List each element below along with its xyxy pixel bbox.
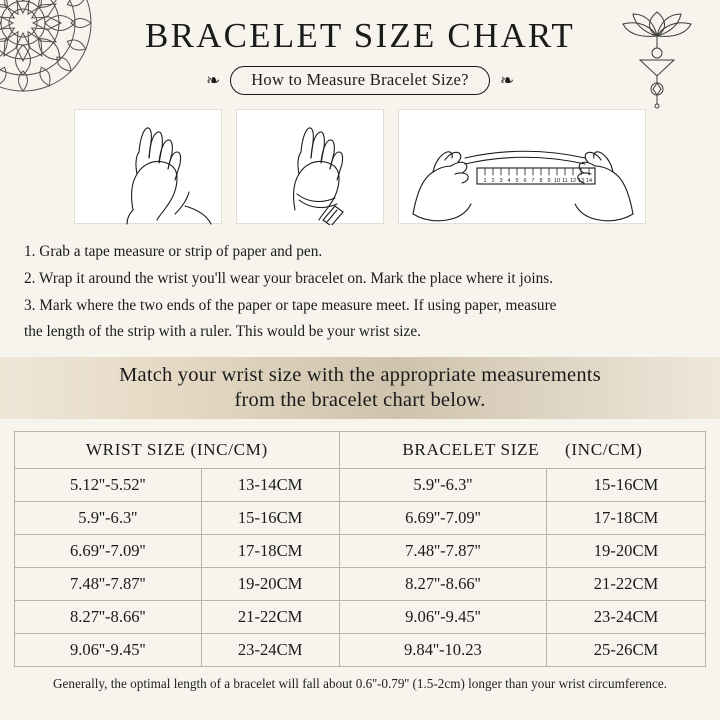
cell-bracelet-cm: 25-26CM [547, 634, 706, 667]
header-bracelet-unit: (INC/CM) [565, 440, 643, 460]
header-bracelet-label: BRACELET SIZE [402, 440, 540, 460]
svg-text:3: 3 [499, 178, 503, 184]
cell-wrist-inch: 6.69''-7.09'' [15, 535, 202, 568]
svg-text:4: 4 [507, 178, 511, 184]
svg-text:12: 12 [569, 178, 577, 184]
footnote-text: Generally, the optimal length of a bracelet will fall about 0.6''-0.79'' (1.5-2cm) longer than your wrist circumference. [53, 676, 667, 692]
svg-text:6: 6 [523, 178, 527, 184]
cell-wrist-cm: 21-22CM [201, 601, 339, 634]
cell-bracelet-cm: 17-18CM [547, 502, 706, 535]
table-header-row [15, 432, 706, 469]
step-1: 1. Grab a tape measure or strip of paper and pen. [24, 243, 323, 260]
cell-wrist-cm: 13-14CM [201, 469, 339, 502]
cell-wrist-cm: 23-24CM [201, 634, 339, 667]
step-3: 3. Mark where the two ends of the paper or tape measure meet. If using paper, measure [24, 296, 557, 314]
cell-wrist-inch: 8.27''-8.66'' [15, 601, 202, 634]
table-row [15, 568, 706, 601]
step-2: 2. Wrap it around the wrist you'll wear your bracelet on. Mark the place where it joins. [24, 269, 554, 287]
cell-bracelet-inch: 9.84''-10.23 [339, 634, 546, 667]
cell-wrist-inch: 5.9''-6.3'' [15, 502, 202, 535]
table-row [15, 601, 706, 634]
cell-bracelet-inch: 5.9''-6.3'' [339, 469, 546, 502]
subtitle-row [0, 66, 720, 95]
svg-text:5: 5 [515, 178, 519, 184]
table-row [15, 634, 706, 667]
header-wrist-size [15, 432, 340, 469]
svg-text:8: 8 [539, 178, 543, 184]
banner-line-2: from the bracelet chart below. [234, 389, 486, 412]
illustration-hands-measuring-with-ruler [398, 109, 646, 224]
illustration-row [0, 109, 720, 224]
cell-wrist-cm: 19-20CM [201, 568, 339, 601]
cell-bracelet-cm: 23-24CM [547, 601, 706, 634]
svg-text:11: 11 [562, 178, 568, 184]
svg-text:1: 1 [483, 178, 487, 184]
svg-text:10: 10 [553, 178, 561, 184]
table-row [15, 502, 706, 535]
subtitle-pill: How to Measure Bracelet Size? [230, 66, 490, 95]
measuring-steps [24, 240, 696, 345]
banner-line-1: Match your wrist size with the appropriate measurements [119, 364, 601, 387]
svg-text:13: 13 [577, 178, 585, 184]
svg-text:7: 7 [531, 178, 535, 184]
svg-text:9: 9 [547, 178, 551, 184]
cell-bracelet-inch: 6.69''-7.09'' [339, 502, 546, 535]
page-title: BRACELET SIZE CHART [145, 16, 575, 55]
illustration-hand-wrapping-wrist [236, 109, 384, 224]
cell-bracelet-inch: 8.27''-8.66'' [339, 568, 546, 601]
cell-wrist-inch: 9.06''-9.45'' [15, 634, 202, 667]
cell-wrist-cm: 15-16CM [201, 502, 339, 535]
cell-bracelet-cm: 21-22CM [547, 568, 706, 601]
header-wrist-unit: (INC/CM) [190, 440, 268, 460]
cell-wrist-inch: 5.12''-5.52'' [15, 469, 202, 502]
step-3-continued: the length of the strip with a ruler. This would be your wrist size. [24, 323, 421, 341]
table-row [15, 469, 706, 502]
header-wrist-label: WRIST SIZE [85, 440, 186, 460]
flourish-right-icon: ❧ [499, 71, 515, 90]
illustration-hand-with-tape-measure [74, 109, 222, 224]
cell-wrist-cm: 17-18CM [201, 535, 339, 568]
flourish-left-icon: ❧ [205, 71, 221, 90]
cell-bracelet-inch: 9.06''-9.45'' [339, 601, 546, 634]
svg-text:14: 14 [585, 178, 593, 184]
cell-bracelet-inch: 7.48''-7.87'' [339, 535, 546, 568]
match-banner [0, 357, 720, 419]
table-row [15, 535, 706, 568]
header-bracelet-size [339, 432, 705, 469]
cell-wrist-inch: 7.48''-7.87'' [15, 568, 202, 601]
cell-bracelet-cm: 19-20CM [547, 535, 706, 568]
size-chart-table [14, 431, 706, 667]
cell-bracelet-cm: 15-16CM [547, 469, 706, 502]
svg-text:2: 2 [491, 178, 495, 184]
